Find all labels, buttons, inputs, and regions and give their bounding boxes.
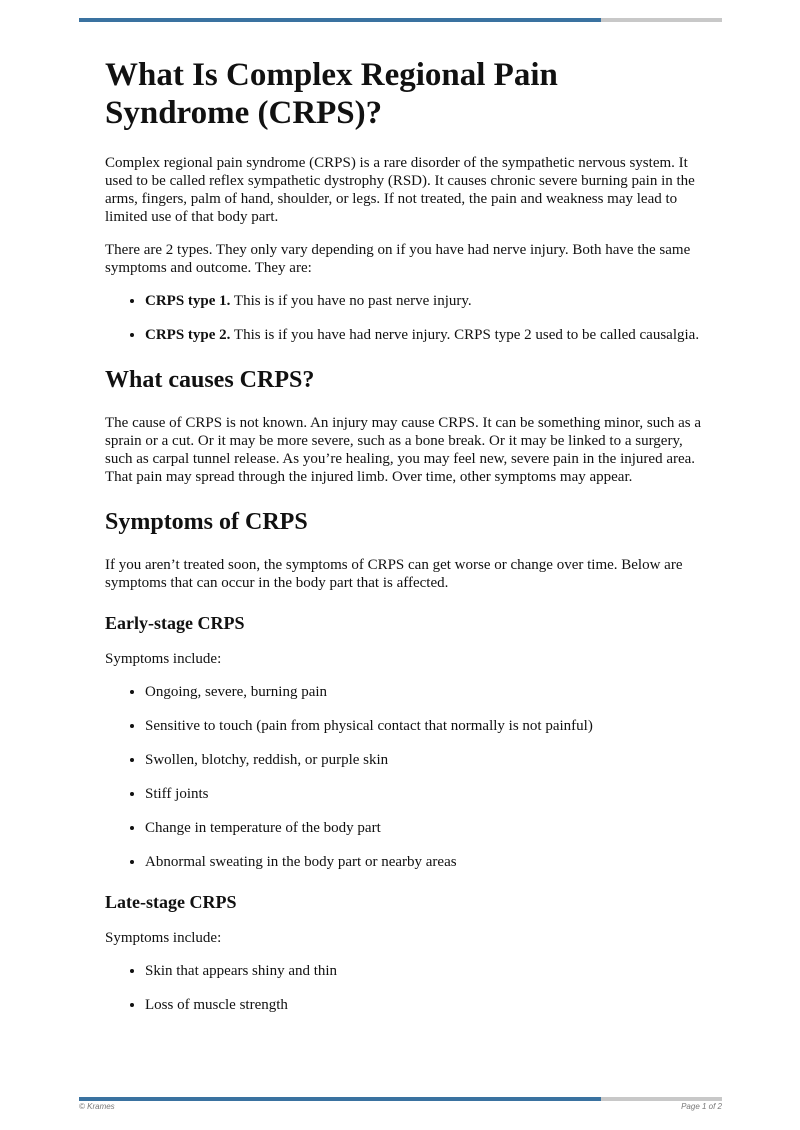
header-progress-bar (79, 18, 722, 22)
list-item: • Ongoing, severe, burning pain (145, 683, 705, 701)
footer-page-number: Page 1 of 2 (681, 1102, 722, 1111)
document-body (105, 56, 705, 1029)
causes-paragraph: The cause of CRPS is not known. An injury may cause CRPS. It can be something minor, such as a sprain or a cut. Or it may be more severe, such as a bone break. Or it may be linked to a surgery, such as carpal tunnel release. As you’re healing, you may feel new, severe pain in the injured area. That pain may spread through the injured limb. Over time, other symptoms may appear. (105, 415, 702, 485)
footer-copyright: © Krames (79, 1102, 115, 1111)
type-text: This is if you have no past nerve injury. (230, 293, 472, 309)
list-item: • Sensitive to touch (pain from physical contact that normally is not painful) (145, 717, 705, 735)
type-text: This is if you have had nerve injury. CRPS type 2 used to be called causalgia. (230, 327, 700, 343)
footer-progress-bar (79, 1097, 722, 1101)
list-item: • Stiff joints (145, 785, 705, 803)
list-item (145, 292, 705, 310)
early-stage-lead: Symptoms include: (105, 651, 222, 667)
symptoms-heading: Symptoms of CRPS (105, 509, 308, 535)
header-progress-fill (79, 18, 601, 22)
symptoms-paragraph: If you aren’t treated soon, the symptoms of CRPS can get worse or change over time. Below are symptoms that can occur in the body part that is affected. (105, 557, 683, 591)
intro-paragraph-1: Complex regional pain syndrome (CRPS) is a rare disorder of the sympathetic nervous system. It used to be called reflex sympathetic dystrophy (RSD). It causes chronic severe burning pain in the arms, fingers, palm of hand, shoulder, or legs. If not treated, the pain and weakness may lead to limited use of that body part. (105, 155, 695, 225)
list-item: • Abnormal sweating in the body part or nearby areas (145, 853, 705, 871)
late-stage-list (105, 962, 705, 1014)
types-list (105, 292, 705, 344)
list-item: • Change in temperature of the body part (145, 819, 705, 837)
causes-heading: What causes CRPS? (105, 367, 315, 393)
list-item: • Swollen, blotchy, reddish, or purple skin (145, 751, 705, 769)
intro-paragraph-2: There are 2 types. They only vary depending on if you have had nerve injury. Both have the same symptoms and outcome. They are: (105, 242, 691, 276)
list-item (145, 326, 705, 344)
early-stage-list (105, 683, 705, 871)
type-term: CRPS type 1. (145, 293, 231, 309)
late-stage-heading: Late-stage CRPS (105, 892, 237, 912)
page-title: What Is Complex Regional Pain Syndrome (CRPS)? (105, 57, 558, 131)
early-stage-heading: Early-stage CRPS (105, 613, 245, 633)
footer-progress-fill (79, 1097, 601, 1101)
list-item: • Loss of muscle strength (145, 996, 705, 1014)
late-stage-lead: Symptoms include: (105, 930, 222, 946)
list-item: • Skin that appears shiny and thin (145, 962, 705, 980)
type-term: CRPS type 2. (145, 327, 231, 343)
